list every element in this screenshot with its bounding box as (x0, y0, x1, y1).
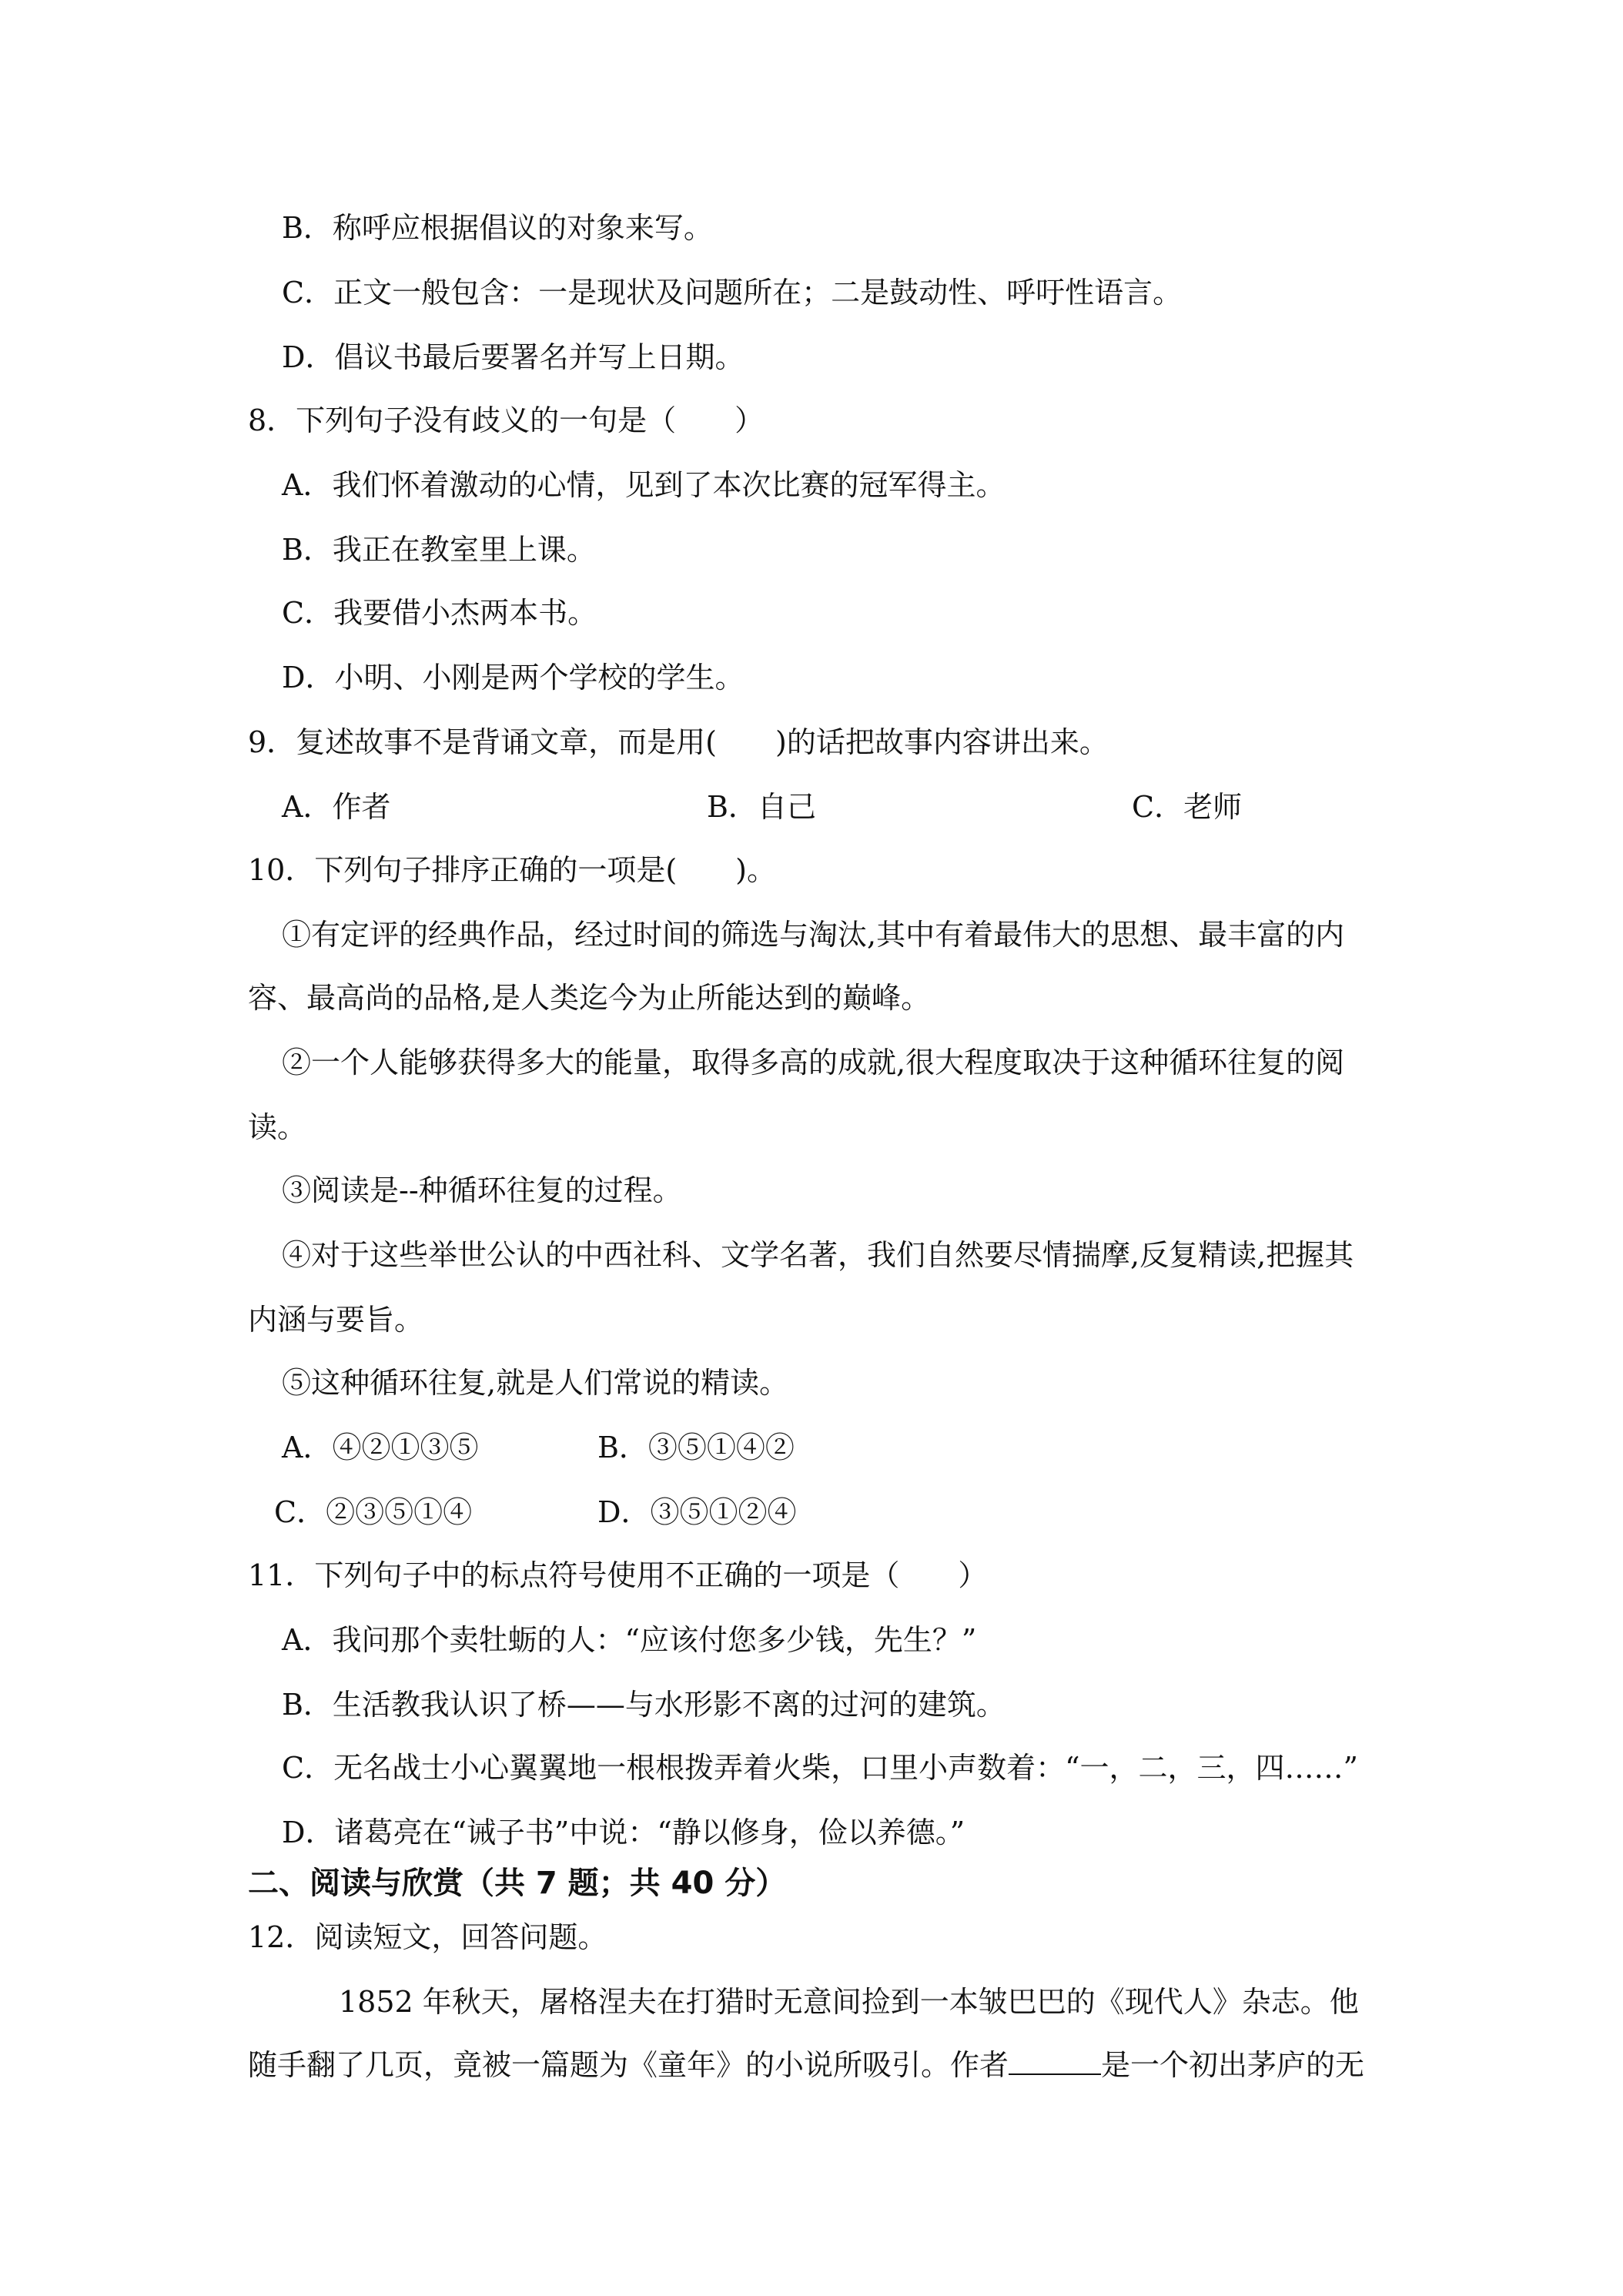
passage-line-2-start: 随手翻了几页，竟被一篇题为《童年》的小说所吸引。作者 (248, 2048, 1009, 2082)
question-8: 8．下列句子没有歧义的一句是（ ） (248, 403, 765, 437)
question-12: 12．阅读短文，回答问题。 (248, 1920, 607, 1954)
sentence-5: ⑤这种循环往复,就是人们常说的精读。 (282, 1366, 789, 1400)
q7-option-c: C．正文一般包含：一是现状及问题所在；二是鼓动性、呼吁性语言。 (282, 276, 1183, 310)
sentence-2-line-1: ②一个人能够获得多大的能量，取得多高的成就,很大程度取决于这种循环往复的阅 (282, 1046, 1345, 1079)
sentence-4-line-1: ④对于这些举世公认的中西社科、文学名著，我们自然要尽情揣摩,反复精读,把握其 (282, 1238, 1354, 1272)
sentence-4-line-2: 内涵与要旨。 (248, 1303, 424, 1337)
sentence-2-line-2: 读。 (248, 1110, 307, 1144)
q9-option-a: A．作者 (282, 790, 391, 824)
q8-option-d: D．小明、小刚是两个学校的学生。 (282, 661, 745, 694)
q8-option-c: C．我要借小杰两本书。 (282, 596, 597, 630)
q8-option-b: B．我正在教室里上课。 (282, 533, 596, 567)
q10-option-a: A．④②①③⑤ (282, 1431, 479, 1464)
question-11: 11．下列句子中的标点符号使用不正确的一项是（ ） (248, 1558, 988, 1592)
q11-option-b: B．生活教我认识了桥——与水形影不离的过河的建筑。 (282, 1688, 1006, 1722)
q10-option-c: C．②③⑤①④ (274, 1495, 473, 1529)
passage-line-1: 1852 年秋天，屠格涅夫在打猎时无意间捡到一本皱巴巴的《现代人》杂志。他 (339, 1985, 1359, 2019)
sentence-3: ③阅读是--种循环往复的过程。 (282, 1173, 682, 1207)
q8-option-a: A．我们怀着激动的心情，见到了本次比赛的冠军得主。 (282, 468, 1006, 502)
q11-option-a: A．我问那个卖牡蛎的人：“应该付您多少钱，先生？” (282, 1623, 977, 1657)
q10-option-b: B．③⑤①④② (597, 1431, 795, 1464)
q11-option-d: D．诸葛亮在“诫子书”中说：“静以修身，俭以养德。” (282, 1816, 965, 1849)
passage-line-2 (248, 2045, 1364, 2085)
q7-option-d: D．倡议书最后要署名并写上日期。 (282, 340, 745, 374)
q9-option-c: C．老师 (1132, 790, 1243, 824)
sentence-1-line-2: 容、最高尚的品格,是人类迄今为止所能达到的巅峰。 (248, 981, 931, 1015)
q11-option-c: C．无名战士小心翼翼地一根根拨弄着火柴，口里小声数着：“一，二，三，四……” (282, 1751, 1358, 1785)
q7-option-b: B．称呼应根据倡议的对象来写。 (282, 211, 713, 245)
author-blank (1009, 2046, 1101, 2075)
q9-option-b: B．自己 (707, 790, 816, 824)
section-2-heading: 二、阅读与欣赏（共 7 题；共 40 分） (248, 1866, 787, 1901)
passage-line-2-end: 是一个初出茅庐的无 (1101, 2048, 1365, 2082)
question-9: 9．复述故事不是背诵文章，而是用( )的话把故事内容讲出来。 (248, 725, 1109, 759)
question-10: 10．下列句子排序正确的一项是( )。 (248, 853, 777, 887)
q10-option-d: D．③⑤①②④ (597, 1495, 797, 1529)
sentence-1-line-1: ①有定评的经典作品，经过时间的筛选与淘汰,其中有着最伟大的思想、最丰富的内 (282, 918, 1345, 952)
